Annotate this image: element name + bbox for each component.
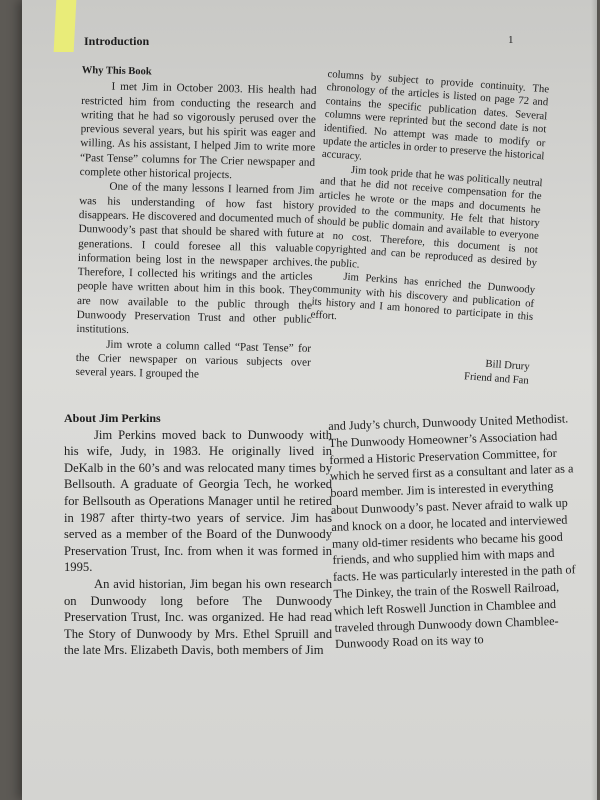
why-paragraph-4: columns by subject to provide continuity. The chronology of the articles is listed on page 72 and contains the specific publication dates. Several columns were reprinted but the second date is not identified. No attempt was made to modify or update the articles in order to preserve the historical accuracy.	[321, 68, 550, 163]
why-paragraph-3: Jim wrote a column called “Past Tense” for the Crier newspaper on various subjects over several years. I grouped the	[75, 338, 312, 381]
why-column-right	[307, 68, 550, 387]
why-paragraph-6: Jim Perkins has enriched the Dunwoody community with his discovery and publication of its history and I am honored to participate in this effort.	[310, 270, 536, 323]
about-column-right	[328, 410, 580, 653]
why-paragraph-5: Jim took pride that he was politically neutral and that he did not receive compensation for the articles he wrote or the maps and documents he provided to the community. He felt that history should be public domain and available to everyone at no cost. Therefore, this document is not copyrighted and can be reproduced as desired by the public.	[314, 163, 543, 271]
why-paragraph-2: One of the many lessons I learned from Jim was his understanding of how fast history disappears. He discovered and documented much of Dunwoody’s past that should be shared with future generations. I could foresee all this valuable information being lost in the newspaper archives. Therefore, I collected his writings and the articles people have written about him in this book. They are now available to the public through the Dunwoody Preservation Trust and other public institutions.	[76, 180, 315, 337]
about-paragraph-1: Jim Perkins moved back to Dunwoody with his wife, Judy, in 1983. He originally lived in DeKalb in the 60’s and was relocated many times by Bellsouth. A graduate of Georgia Tech, he worked for Bellsouth as Operations Manager until he retired in 1987 after thirty-two years of service. Jim has served as a member of the Board of the Dunwoody Preservation Trust, Inc. from when it was formed in 1995.	[64, 427, 332, 575]
page-number: 1	[508, 34, 514, 46]
about-paragraph-3: and Judy’s church, Dunwoody United Methodist. The Dunwoody Homeowner’s Association had formed a Historic Preservation Committee, for which he served first as a consultant and later as a board member. Jim is interested in everything about Dunwoody’s past. Never afraid to walk up and knock on a door, he located and interviewed many old-timer residents who became his good friends, and who supplied him with maps and facts. He was particularly interested in the path of The Dinkey, the train of the Roswell Railroad, which left Roswell Junction in Chamblee and traveled through Dunwoody down Chamblee-Dunwoody Road on its way to	[328, 411, 576, 652]
why-column-left	[75, 64, 317, 384]
signature-name: Bill Drury	[485, 357, 531, 373]
why-this-book-heading: Why This Book	[81, 64, 152, 78]
about-paragraph-2: An avid historian, Jim began his own research on Dunwoody long before The Dunwoody Preservation Trust, Inc. was organized. He had read The Story of Dunwoody by Mrs. Ethel Spruill and the late Mrs. Elizabeth Davis, both members of Jim	[64, 576, 332, 658]
about-jim-perkins-heading: About Jim Perkins	[64, 411, 161, 425]
why-paragraph-1: I met Jim in October 2003. His health had restricted him from conducting the research and writing that he had so vigorously perused over the previous several years, but his spirit was eager and willing. As his assistant, I helped Jim to write more “Past Tense” columns for The Crier newspaper and complete other historical projects.	[79, 80, 317, 182]
signature-block	[307, 344, 530, 387]
chapter-heading: Introduction	[84, 34, 150, 48]
page-edge-shadow	[591, 0, 597, 800]
sticky-note-tab	[54, 0, 77, 52]
signature-title: Friend and Fan	[463, 369, 530, 387]
about-column-left	[64, 410, 332, 659]
book-page	[22, 0, 597, 800]
